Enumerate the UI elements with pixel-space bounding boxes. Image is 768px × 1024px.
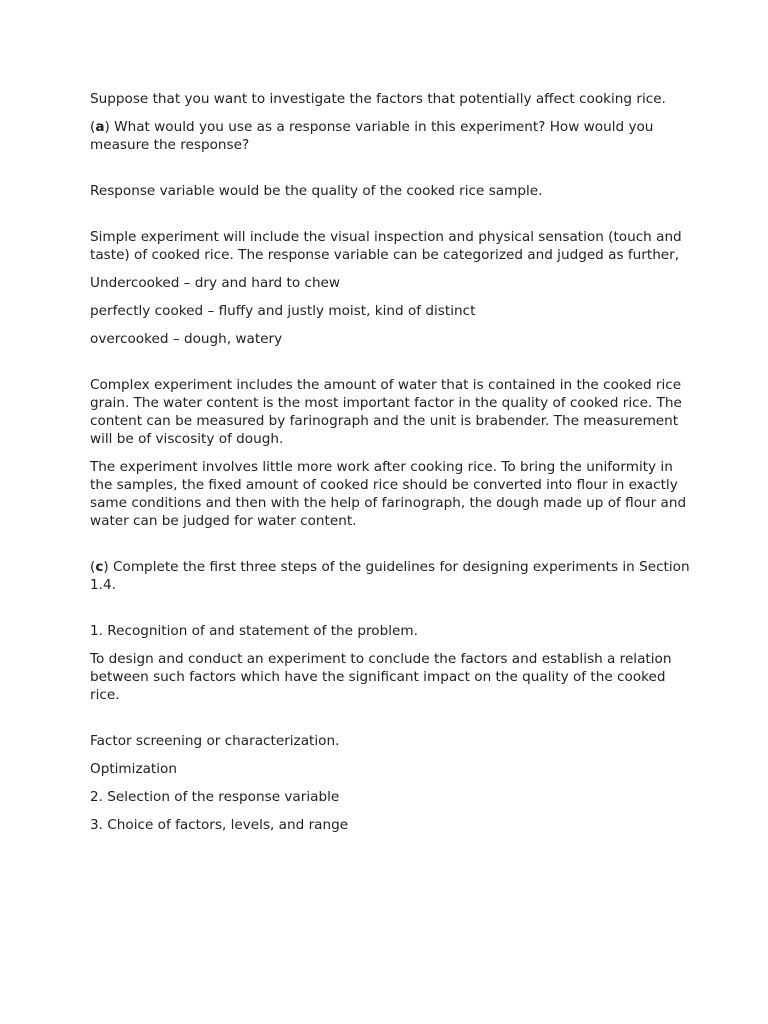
step2-heading: 2. Selection of the response variable	[90, 789, 340, 805]
question-a-close: )	[104, 119, 110, 135]
experiment-details-paragraph: The experiment involves little more work after cooking rice. To bring the uniformity in the samples, the fixed amount of cooked rice should be converted into flour in exactly same conditions and then with the help of farinograph, the dough made up of flour and water can be judged for water content.	[90, 459, 687, 529]
step3-heading: 3. Choice of factors, levels, and range	[90, 817, 349, 833]
optimization: Optimization	[90, 761, 177, 777]
answer-a: Response variable would be the quality of the cooked rice sample.	[90, 183, 543, 199]
question-a	[90, 118, 690, 154]
document-page	[90, 90, 690, 844]
complex-experiment-paragraph: Complex experiment includes the amount of water that is contained in the cooked rice grain. The water content is the most important factor in the quality of cooked rice. The content can be measured by farinograph and the unit is brabender. The measurement will be of viscosity of dough.	[90, 377, 682, 447]
question-c-open: (	[90, 559, 96, 575]
question-a-letter: a	[95, 119, 105, 135]
question-a-open: (	[90, 119, 96, 135]
step1-text: To design and conduct an experiment to conclude the factors and establish a relation between such factors which have the significant impact on the quality of the cooked rice.	[90, 651, 672, 703]
question-c-text: Complete the first three steps of the guidelines for designing experiments in Section 1.4.	[90, 559, 690, 593]
category-overcooked: overcooked – dough, watery	[90, 331, 283, 347]
question-c-letter: c	[95, 559, 104, 575]
intro-paragraph: Suppose that you want to investigate the factors that potentially affect cooking rice.	[90, 91, 666, 107]
step1-heading: 1. Recognition of and statement of the problem.	[90, 623, 418, 639]
question-a-text: What would you use as a response variable in this experiment? How would you measure the response?	[90, 119, 654, 153]
category-perfectly-cooked: perfectly cooked – fluffy and justly moist, kind of distinct	[90, 303, 476, 319]
factor-screening: Factor screening or characterization.	[90, 733, 340, 749]
question-c-close: )	[103, 559, 109, 575]
simple-experiment-paragraph: Simple experiment will include the visual inspection and physical sensation (touch and taste) of cooked rice. The response variable can be categorized and judged as further,	[90, 229, 682, 263]
category-undercooked: Undercooked – dry and hard to chew	[90, 275, 341, 291]
question-c	[90, 558, 690, 594]
